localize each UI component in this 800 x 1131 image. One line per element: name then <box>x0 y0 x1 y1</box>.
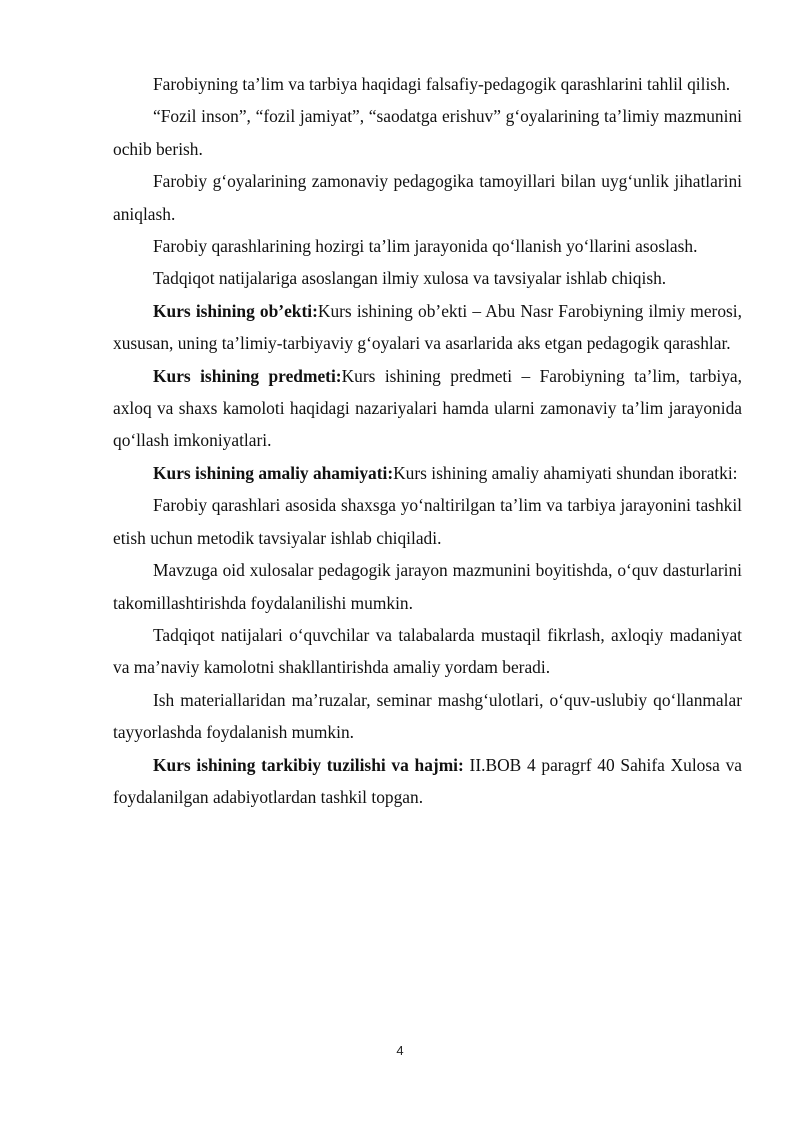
paragraph-significance-2 <box>113 554 742 619</box>
paragraph-lead: Kurs ishining tarkibiy tuzilishi va hajmi: <box>153 754 464 775</box>
paragraph-text: Farobiy qarashlarining hozirgi ta’lim jarayonida qo‘llanish yo‘llarini asoslash. <box>153 236 698 257</box>
paragraph-lead: Kurs ishining predmeti: <box>153 365 342 386</box>
paragraph-goal-2 <box>113 100 742 165</box>
paragraph-goal-5 <box>113 262 742 294</box>
paragraph-text: Farobiy g‘oyalarining zamonaviy pedagogika tamoyillari bilan uyg‘unlik jihatlarini aniqlash. <box>113 171 742 224</box>
paragraph-text: Tadqiqot natijalariga asoslangan ilmiy xulosa va tavsiyalar ishlab chiqish. <box>153 268 667 289</box>
document-body <box>113 68 742 813</box>
paragraph-subject <box>113 360 742 457</box>
paragraph-goal-3 <box>113 165 742 230</box>
paragraph-text: Tadqiqot natijalari o‘quvchilar va talabalarda mustaqil fikrlash, axloqiy madaniyat va ma’naviy kamolotni shakllantirishda amaliy yordam beradi. <box>113 624 742 678</box>
paragraph-text: II.BOB 4 paragrf 40 Sahifa Xulosa va foydalanilgan adabiyotlardan tashkil topgan. <box>113 754 742 807</box>
paragraph-significance-4 <box>113 684 742 749</box>
paragraph-text: Mavzuga oid xulosalar pedagogik jarayon mazmunini boyitishda, o‘quv dasturlarini takomillashtirishda foydalanilishi mumkin. <box>113 560 742 613</box>
paragraph-object <box>113 295 742 360</box>
paragraph-lead: Kurs ishining amaliy ahamiyati: <box>153 462 394 483</box>
paragraph-text: Farobiyning ta’lim va tarbiya haqidagi falsafiy-pedagogik qarashlarini tahlil qilish. <box>153 74 731 94</box>
paragraph-significance-1 <box>113 489 742 554</box>
paragraph-text: Kurs ishining predmeti – Farobiyning ta’lim, tarbiya, axloq va shaxs kamoloti haqidagi nazariyalari hamda ularni zamonaviy ta’lim jarayonida qo‘llash imkoniyatlari. <box>113 365 742 451</box>
paragraph-goal-1 <box>113 68 742 100</box>
page-number: 4 <box>396 1043 404 1058</box>
paragraph-text: Kurs ishining amaliy ahamiyati shundan iboratki: <box>393 462 738 483</box>
paragraph-significance-3 <box>113 619 742 684</box>
paragraph-goal-4 <box>113 230 742 262</box>
paragraph-practical-significance <box>113 457 742 489</box>
paragraph-text: Ish materiallaridan ma’ruzalar, seminar mashg‘ulotlari, o‘quv-uslubiy qo‘llanmalar tayyorlashda foydalanish mumkin. <box>113 689 742 743</box>
paragraph-lead: Kurs ishining ob’ekti: <box>153 300 318 321</box>
paragraph-text: Kurs ishining ob’ekti – Abu Nasr Farobiyning ilmiy merosi, xususan, uning ta’limiy-tarbiyaviy g‘oyalari va asarlarida aks etgan pedagogik qarashlar. <box>113 300 742 354</box>
paragraph-text: “Fozil inson”, “fozil jamiyat”, “saodatga erishuv” g‘oyalarining ta’limiy mazmunini ochib berish. <box>113 106 742 159</box>
paragraph-text: Farobiy qarashlari asosida shaxsga yo‘naltirilgan ta’lim va tarbiya jarayonini tashkil etish uchun metodik tavsiyalar ishlab chiqiladi. <box>113 495 742 548</box>
paragraph-structure <box>113 749 742 814</box>
